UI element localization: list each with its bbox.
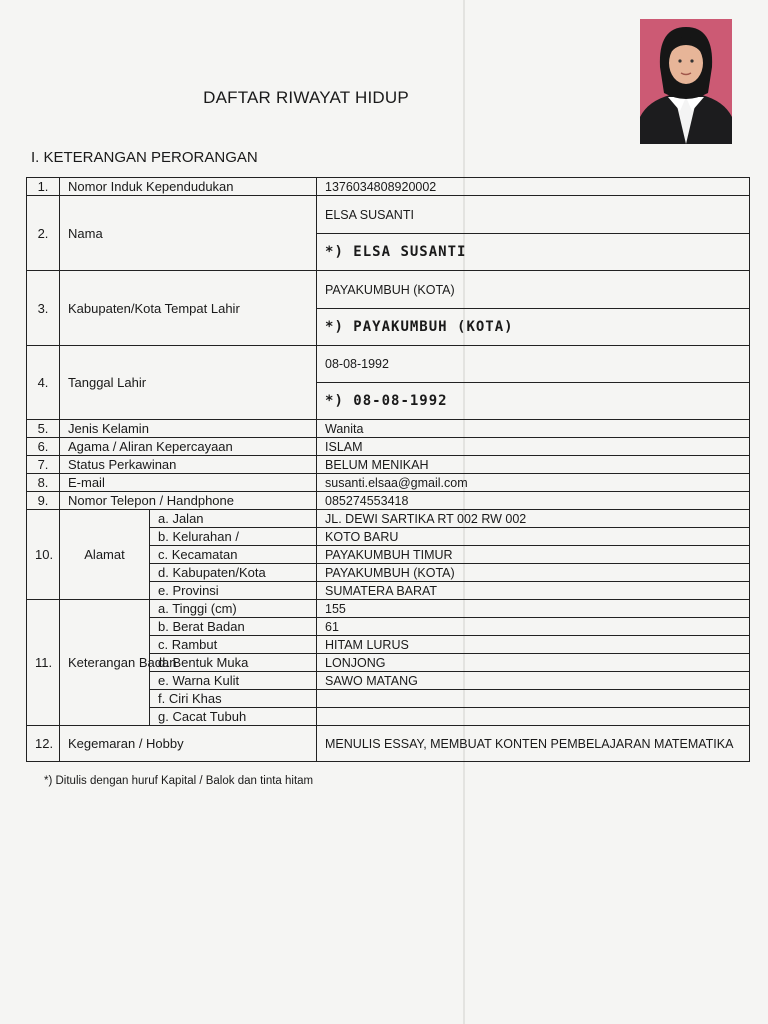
handwritten-value: *) 08-08-1992 bbox=[317, 383, 750, 420]
field-label: Tanggal Lahir bbox=[60, 346, 317, 420]
sub-field-label: f. Ciri Khas bbox=[150, 690, 317, 708]
sub-field-label: c. Rambut bbox=[150, 636, 317, 654]
field-value bbox=[317, 708, 750, 726]
row-status bbox=[27, 456, 750, 474]
sub-field-label: e. Provinsi bbox=[150, 582, 317, 600]
field-value: KOTO BARU bbox=[317, 528, 750, 546]
row-nama bbox=[27, 196, 750, 234]
field-value bbox=[317, 690, 750, 708]
sub-field-label: e. Warna Kulit bbox=[150, 672, 317, 690]
field-value: 1376034808920002 bbox=[317, 178, 750, 196]
handwritten-value: *) PAYAKUMBUH (KOTA) bbox=[317, 309, 750, 346]
field-label: Status Perkawinan bbox=[60, 456, 317, 474]
row-number: 8. bbox=[27, 474, 60, 492]
field-value: PAYAKUMBUH (KOTA) bbox=[317, 271, 750, 309]
field-value: 085274553418 bbox=[317, 492, 750, 510]
field-label: Agama / Aliran Kepercayaan bbox=[60, 438, 317, 456]
sub-field-label: d. Bentuk Muka bbox=[150, 654, 317, 672]
field-value: JL. DEWI SARTIKA RT 002 RW 002 bbox=[317, 510, 750, 528]
field-value: PAYAKUMBUH (KOTA) bbox=[317, 564, 750, 582]
field-value: MENULIS ESSAY, MEMBUAT KONTEN PEMBELAJARAN MATEMATIKA bbox=[317, 726, 750, 762]
row-alamat bbox=[27, 510, 750, 528]
group-label: Keterangan Badan bbox=[60, 600, 150, 726]
row-number: 2. bbox=[27, 196, 60, 271]
field-value: HITAM LURUS bbox=[317, 636, 750, 654]
row-number: 5. bbox=[27, 420, 60, 438]
sub-field-label: g. Cacat Tubuh bbox=[150, 708, 317, 726]
row-agama bbox=[27, 438, 750, 456]
field-value: SAWO MATANG bbox=[317, 672, 750, 690]
footnote: *) Ditulis dengan huruf Kapital / Balok dan tinta hitam bbox=[44, 775, 314, 787]
field-value: Wanita bbox=[317, 420, 750, 438]
row-number: 6. bbox=[27, 438, 60, 456]
row-email bbox=[27, 474, 750, 492]
sub-field-label: b. Kelurahan / bbox=[150, 528, 317, 546]
row-number: 7. bbox=[27, 456, 60, 474]
sub-field-label: a. Jalan bbox=[150, 510, 317, 528]
row-badan bbox=[27, 600, 750, 618]
row-number: 9. bbox=[27, 492, 60, 510]
row-number: 10. bbox=[27, 510, 60, 600]
field-label: Nama bbox=[60, 196, 317, 271]
field-label: Nomor Induk Kependudukan bbox=[60, 178, 317, 196]
row-tempat-lahir bbox=[27, 271, 750, 309]
row-number: 12. bbox=[27, 726, 60, 762]
field-value: LONJONG bbox=[317, 654, 750, 672]
field-value: ELSA SUSANTI bbox=[317, 196, 750, 234]
field-label: Nomor Telepon / Handphone bbox=[60, 492, 317, 510]
field-value: 08-08-1992 bbox=[317, 346, 750, 383]
field-value: BELUM MENIKAH bbox=[317, 456, 750, 474]
row-tanggal-lahir bbox=[27, 346, 750, 383]
personal-data-table bbox=[26, 177, 750, 762]
field-label: Jenis Kelamin bbox=[60, 420, 317, 438]
sub-field-label: b. Berat Badan bbox=[150, 618, 317, 636]
field-label: E-mail bbox=[60, 474, 317, 492]
field-value: susanti.elsaa@gmail.com bbox=[317, 474, 750, 492]
group-label: Alamat bbox=[60, 510, 150, 600]
field-value: SUMATERA BARAT bbox=[317, 582, 750, 600]
handwritten-value: *) ELSA SUSANTI bbox=[317, 234, 750, 271]
field-label: Kabupaten/Kota Tempat Lahir bbox=[60, 271, 317, 346]
row-number: 4. bbox=[27, 346, 60, 420]
document-title: DAFTAR RIWAYAT HIDUP bbox=[203, 88, 409, 107]
field-value: 155 bbox=[317, 600, 750, 618]
field-value: ISLAM bbox=[317, 438, 750, 456]
section-title: I. KETERANGAN PERORANGAN bbox=[31, 149, 258, 166]
row-hobby bbox=[27, 726, 750, 762]
sub-field-label: c. Kecamatan bbox=[150, 546, 317, 564]
row-telepon bbox=[27, 492, 750, 510]
row-number: 3. bbox=[27, 271, 60, 346]
row-number: 1. bbox=[27, 178, 60, 196]
row-number: 11. bbox=[27, 600, 60, 726]
row-nik bbox=[27, 178, 750, 196]
row-jenis-kelamin bbox=[27, 420, 750, 438]
field-value: 61 bbox=[317, 618, 750, 636]
sub-field-label: d. Kabupaten/Kota bbox=[150, 564, 317, 582]
profile-photo bbox=[640, 19, 732, 144]
sub-field-label: a. Tinggi (cm) bbox=[150, 600, 317, 618]
field-value: PAYAKUMBUH TIMUR bbox=[317, 546, 750, 564]
field-label: Kegemaran / Hobby bbox=[60, 726, 317, 762]
